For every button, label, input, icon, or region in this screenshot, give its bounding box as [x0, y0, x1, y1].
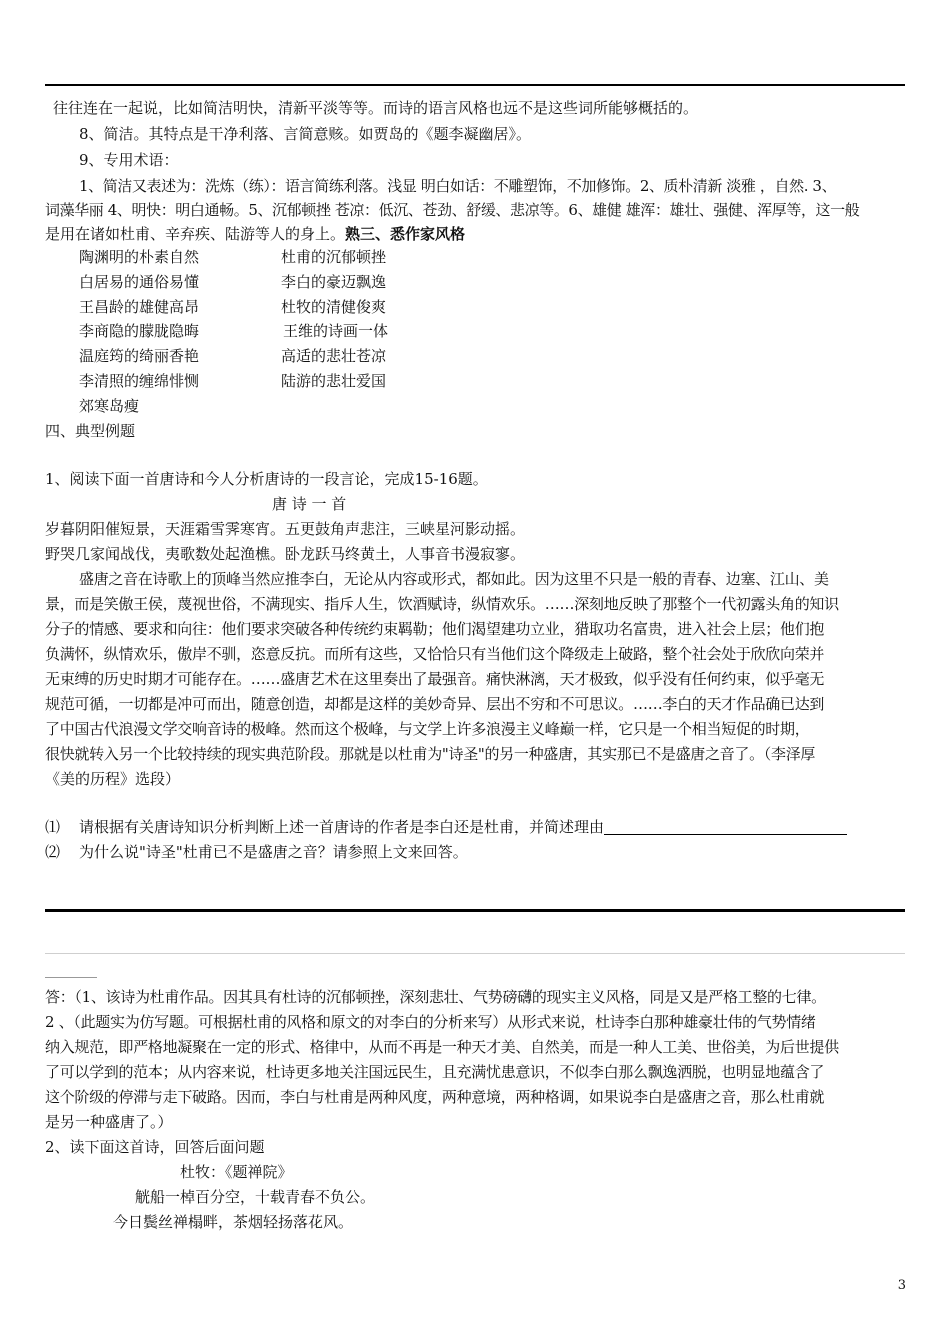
style-right: 杜牧的清健俊爽 [281, 298, 387, 316]
style-left: 白居易的通俗易懂 [79, 273, 200, 291]
style-right: 陆游的悲壮爱国 [281, 372, 387, 390]
essay-line: 规范可循，一切都是冲可而出，随意创造，却都是这样的美妙奇异、层出不穷和不可思议。……李白的天才作品确已达到 [45, 695, 825, 713]
essay-line: 无束缚的历史时期才可能存在。……盛唐艺术在这里奏出了最强音。痛快淋漓，天才极致，似乎没有任何约束，似乎毫无 [45, 670, 825, 688]
subquestion-1 [79, 817, 847, 837]
essay-line: 了中国古代浪漫文学交响音诗的极峰。然而这个极峰，与文学上许多浪漫主义峰巅一样，它只是一个相当短促的时期， [45, 720, 810, 738]
answer-blank [604, 820, 847, 835]
poem-2-line: 觥船一棹百分空，十载青春不负公。 [135, 1188, 376, 1206]
subquestion-number: ⑴ [45, 818, 61, 836]
style-left: 陶渊明的朴素自然 [79, 248, 200, 266]
poem-2-title: 杜牧：《题禅院》 [180, 1163, 293, 1181]
item-8-line: 8、简洁。其特点是干净利落、言简意赅。如贾岛的《题李凝幽居》。 [79, 125, 532, 143]
poem-2-line: 今日鬓丝禅榻畔，茶烟轻扬落花风。 [113, 1213, 354, 1231]
question-2-intro: 2、读下面这首诗，回答后面问题 [45, 1138, 265, 1156]
poem-line: 岁暮阴阳催短景，天涯霜雪霁寒宵。五更鼓角声悲注，三峡星河影动摇。 [45, 520, 526, 538]
answer-line: 了可以学到的范本；从内容来说，杜诗更多地关注国远民生，且充满忧患意识，不似李白那么飘逸洒脱，也明显地蕴含了 [45, 1063, 825, 1081]
top-rule [45, 84, 905, 86]
text-line: 词藻华丽 4、明快：明白通畅。5、沉郁顿挫 苍凉：低沉、苍劲、舒缓、悲凉等。6、雄健 雄浑：雄壮、强健、浑厚等，这一般 [45, 201, 860, 219]
style-right: 杜甫的沉郁顿挫 [281, 248, 387, 266]
poem-line: 野哭几家闻战伐，夷歌数处起渔樵。卧龙跃马终黄土，人事音书漫寂寥。 [45, 545, 526, 563]
text-fragment: 是用在诸如杜甫、辛弃疾、陆游等人的身上。 [45, 225, 346, 243]
text-line: 1、简洁又表述为：洗炼（练）：语言简练利落。浅显 明白如话：不雕塑饰，不加修饰。2、质朴清新 淡雅 ，自然. 3、 [79, 177, 837, 195]
answer-line: 2 、（此题实为仿写题。可根据杜甫的风格和原文的对李白的分析来写）从形式来说，杜诗李白那种雄豪壮伟的气势情绪 [45, 1013, 816, 1031]
essay-line: 景，而是笑傲王侯，蔑视世俗，不满现实、指斥人生，饮酒赋诗，纵情欢乐。……深刻地反映了那整个一代初露头角的知识 [45, 595, 839, 613]
subquestion-2: 为什么说"诗圣"杜甫已不是盛唐之音？请参照上文来回答。 [79, 843, 468, 861]
section-4-heading: 四、典型例题 [45, 422, 136, 440]
essay-line: 很快就转入另一个比较持续的现实典范阶段。那就是以杜甫为"诗圣"的另一种盛唐，其实那已不是盛唐之音了。（李泽厚 [45, 745, 816, 763]
poem-title: 唐 诗 一 首 [272, 495, 347, 513]
style-right: 李白的豪迈飘逸 [281, 273, 387, 291]
style-right: 王维的诗画一体 [283, 322, 389, 340]
essay-line: 《美的历程》选段） [45, 770, 181, 788]
essay-line: 分子的情感、要求和向往：他们要求突破各种传统约束羁勒；他们渴望建功立业，猎取功名富贵，进入社会上层；他们抱 [45, 620, 825, 638]
answer-line: 是另一种盛唐了。） [45, 1113, 173, 1131]
text-line [45, 224, 465, 244]
subquestion-number: ⑵ [45, 843, 61, 861]
style-right: 高适的悲壮苍凉 [281, 347, 387, 365]
section-3-heading: 熟三、悉作家风格 [345, 225, 466, 243]
style-left: 王昌龄的雄健高昂 [79, 298, 200, 316]
essay-line: 负满怀，纵情欢乐，傲岸不驯，恣意反抗。而所有这些，又恰恰只有当他们这个降级走上破路，整个社会处于欣欣向荣并 [45, 645, 825, 663]
style-left: 李商隐的朦胧隐晦 [79, 322, 200, 340]
answer-line: 这个阶级的停滞与走下破路。因而，李白与杜甫是两种风度，两种意境，两种格调，如果说李白是盛唐之音，那么杜甫就 [45, 1088, 825, 1106]
divider-rule [45, 909, 905, 912]
item-9-heading: 9、专用术语： [79, 151, 179, 169]
style-left: 李清照的缠绵悱恻 [79, 372, 200, 390]
answer-line: 纳入规范，即严格地凝聚在一定的形式、格律中，从而不再是一种天才美、自然美，而是一种人工美、世俗美，为后世提供 [45, 1038, 839, 1056]
text-line: 往往连在一起说，比如简洁明快，清新平淡等等。而诗的语言风格也远不是这些词所能够概括的。 [53, 99, 699, 117]
footnote-rule [45, 977, 97, 978]
page-number: 3 [897, 1278, 906, 1293]
style-left: 温庭筠的绮丽香艳 [79, 347, 200, 365]
answer-line: 答：（1、该诗为杜甫作品。因其具有杜诗的沉郁顿挫，深刻悲壮、气势磅礴的现实主义风格，同是又是严格工整的七律。 [45, 988, 826, 1006]
style-left: 郊寒岛瘦 [79, 397, 140, 415]
subquestion-text: 请根据有关唐诗知识分析判断上述一首唐诗的作者是李白还是杜甫，并简述理由 [79, 818, 605, 836]
question-1-intro: 1、阅读下面一首唐诗和今人分析唐诗的一段言论，完成15-16题。 [45, 470, 488, 488]
thin-divider [45, 953, 905, 954]
essay-line: 盛唐之音在诗歌上的顶峰当然应推李白，无论从内容或形式，都如此。因为这里不只是一般的青春、边塞、江山、美 [79, 570, 829, 588]
